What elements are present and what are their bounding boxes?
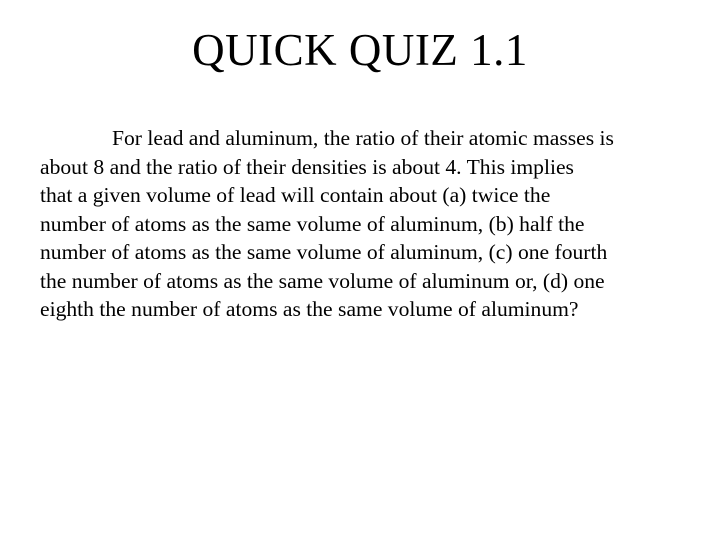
question-line: the number of atoms as the same volume of aluminum or, (d) one — [40, 268, 605, 293]
question-line: number of atoms as the same volume of aluminum, (b) half the — [40, 211, 585, 236]
slide-title: QUICK QUIZ 1.1 — [192, 25, 528, 75]
question-line: about 8 and the ratio of their densities is about 4. This implies — [40, 154, 574, 179]
question-line: eighth the number of atoms as the same volume of aluminum? — [40, 297, 579, 321]
question-line: For lead and aluminum, the ratio of their atomic masses is — [112, 126, 614, 150]
question-line: that a given volume of lead will contain about (a) twice the — [40, 183, 551, 207]
question-line: number of atoms as the same volume of aluminum, (c) one fourth — [40, 240, 608, 264]
quiz-question — [40, 124, 680, 324]
